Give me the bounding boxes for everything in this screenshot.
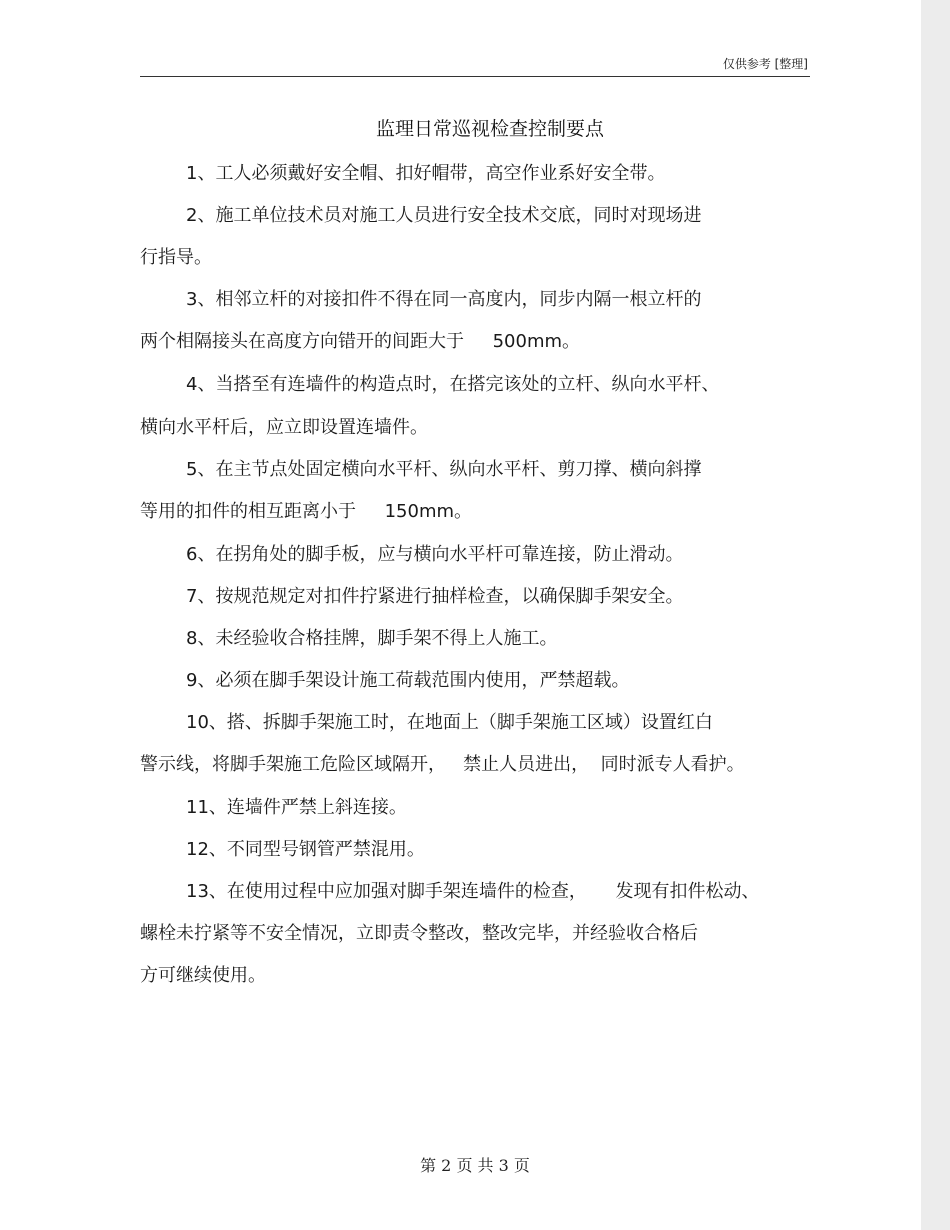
paragraph-line: 螺栓未拧紧等不安全情况，立即责令整改，整改完毕，并经验收合格后 [140,923,698,944]
paragraph-line: 9、必须在脚手架设计施工荷载范围内使用，严禁超载。 [186,670,630,691]
paragraph-line: 等用的扣件的相互距离小于 150mm。 [140,501,473,522]
paragraph-line: 8、未经验收合格挂牌，脚手架不得上人施工。 [186,628,558,649]
paragraph-line: 6、在拐角处的脚手板，应与横向水平杆可靠连接，防止滑动。 [186,544,684,565]
paragraph-line: 警示线，将脚手架施工危险区域隔开， 禁止人员进出， 同时派专人看护。 [140,754,745,775]
paragraph-line: 2、施工单位技术员对施工人员进行安全技术交底，同时对现场进 [186,205,702,226]
paragraph-line: 3、相邻立杆的对接扣件不得在同一高度内，同步内隔一根立杆的 [186,289,702,310]
document-title: 监理日常巡视检查控制要点 [375,118,604,140]
paragraph-line: 13、在使用过程中应加强对脚手架连墙件的检查， 发现有扣件松动、 [186,881,760,902]
paragraph-line: 1、工人必须戴好安全帽、扣好帽带，高空作业系好安全带。 [186,163,666,184]
page-number: 第 2 页 共 3 页 [420,1156,530,1175]
paragraph-line: 12、不同型号钢管严禁混用。 [186,839,425,860]
paragraph-line: 横向水平杆后，应立即设置连墙件。 [140,417,428,438]
header-divider [140,76,810,77]
paragraph-line: 4、当搭至有连墙件的构造点时，在搭完该处的立杆、纵向水平杆、 [186,374,720,395]
paragraph-line: 11、连墙件严禁上斜连接。 [186,797,407,818]
header-note: 仅供参考 [整理] [722,57,808,71]
paragraph-line: 7、按规范规定对扣件拧紧进行抽样检查，以确保脚手架安全。 [186,586,684,607]
paragraph-line: 方可继续使用。 [140,965,266,986]
paragraph-line: 10、搭、拆脚手架施工时，在地面上（脚手架施工区域）设置红白 [186,712,713,733]
paragraph-line: 两个相隔接头在高度方向错开的间距大于 500mm。 [140,331,581,352]
paragraph-line: 行指导。 [140,247,212,268]
paragraph-line: 5、在主节点处固定横向水平杆、纵向水平杆、剪刀撑、横向斜撑 [186,459,702,480]
page-edge [921,0,950,1230]
